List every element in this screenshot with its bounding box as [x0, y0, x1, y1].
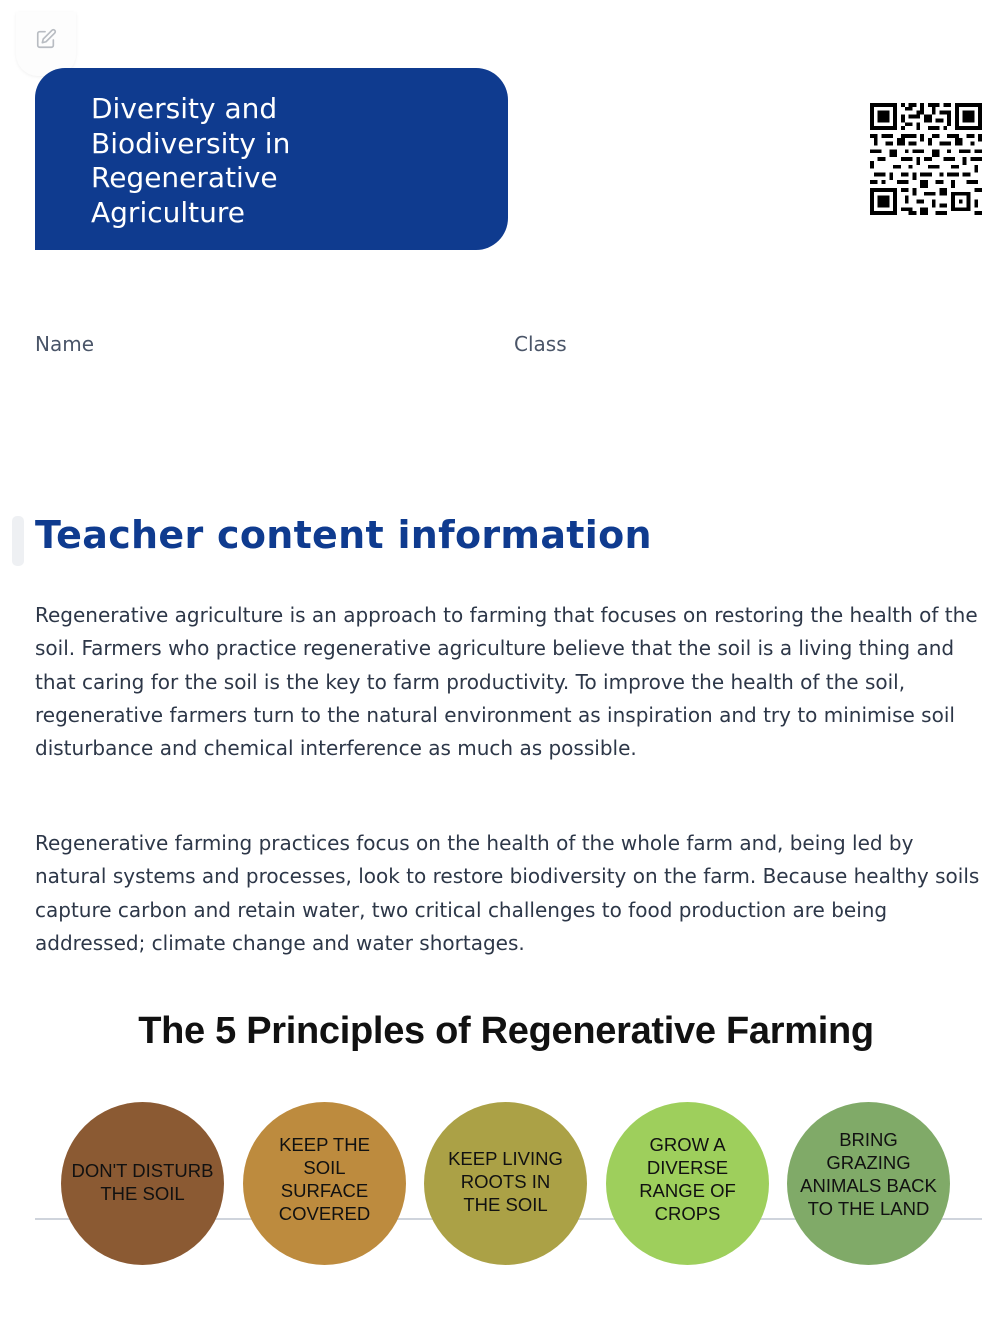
name-field-label: Name — [35, 332, 95, 356]
section-drag-handle[interactable] — [12, 516, 24, 566]
qr-code-icon — [870, 103, 982, 215]
infographic-title: The 5 Principles of Regenerative Farming — [138, 1010, 874, 1052]
principle-label: BRING GRAZING ANIMALS BACK TO THE LAND — [800, 1128, 937, 1219]
body-paragraph: Regenerative farming practices focus on the health of the whole farm and, being led by natural systems and processes, look to restore biodiversity on the farm. Because healthy soils capture carbon and retain water, two critical challenges to food production are being addressed; climate change and water shortages. — [35, 831, 980, 955]
principle-label: GROW A DIVERSE RANGE OF CROPS — [639, 1133, 736, 1224]
principle-label: DON'T DISTURB THE SOIL — [71, 1159, 214, 1204]
edit-button[interactable] — [16, 12, 76, 76]
page-title: Diversity and Biodiversity in Regenerative Agriculture — [91, 92, 291, 229]
principle-label: KEEP THE SOIL SURFACE COVERED — [278, 1133, 371, 1224]
principle-circle — [606, 1102, 769, 1265]
principle-label: KEEP LIVING ROOTS IN THE SOIL — [448, 1148, 563, 1215]
principle-circle — [243, 1102, 406, 1265]
principle-circle — [787, 1102, 950, 1265]
section-heading: Teacher content information — [35, 513, 652, 557]
pencil-square-icon — [35, 28, 57, 50]
class-field-label: Class — [514, 332, 567, 356]
title-banner — [35, 68, 508, 250]
principle-circle — [424, 1102, 587, 1265]
principle-circle — [61, 1102, 224, 1265]
body-paragraph: Regenerative agriculture is an approach to farming that focuses on restoring the health of the soil. Farmers who practice regenerative agriculture believe that the soil is a living thing and that caring for the soil is the key to farm productivity. To improve the health of the soil, regenerative farmers turn to the natural environment as inspiration and try to minimise soil disturbance and chemical interference as much as possible. — [35, 603, 978, 761]
principles-infographic — [0, 1000, 998, 1328]
